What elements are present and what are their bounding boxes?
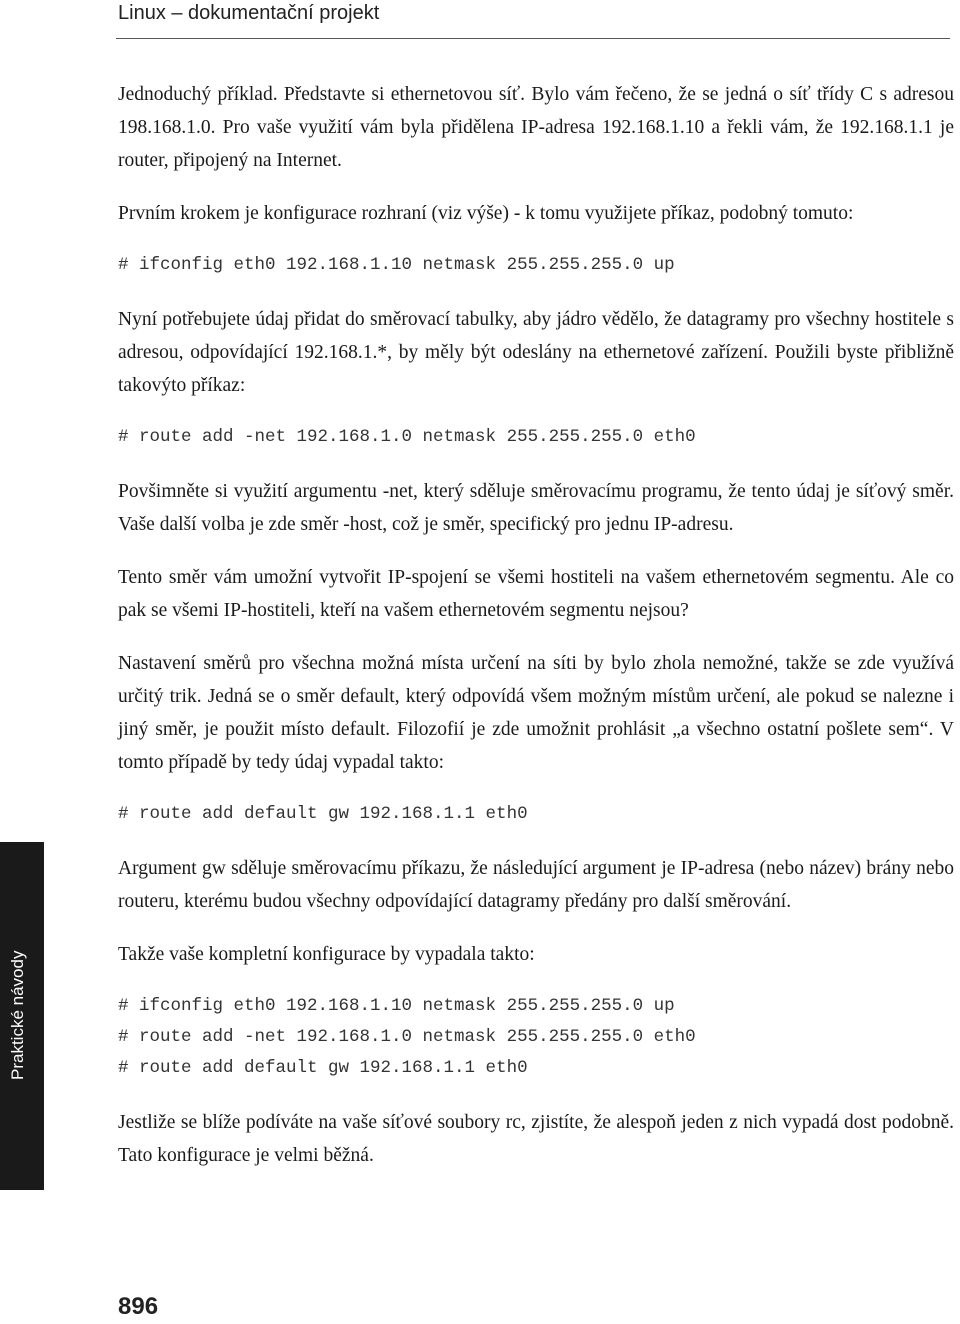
paragraph-1: Jednoduchý příklad. Představte si ethernetovou síť. Bylo vám řečeno, že se jedná o síť třídy C s adresou 198.168.1.0. Pro vaše využití vám byla přidělena IP-adresa 192.168.1.10 a řekli vám, že 192.168.1.1 je router, připojený na Internet. (118, 84, 954, 171)
paragraph-3: Nyní potřebujete údaj přidat do směrovací tabulky, aby jádro vědělo, že datagramy pro všechny hostitele s adresou, odpovídající 192.168.1.*, by měly být odeslány na ethernetové zařízení. Použili byste přibližně takovýto příkaz: (118, 309, 954, 396)
paragraph-6: Nastavení směrů pro všechna možná místa určení na síti by bylo zhola nemožné, takže se zde využívá určitý trik. Jedná se o směr default, který odpovídá všem možným místům určení, ale pokud se nalezne i jiný směr, je použit místo default. Filozofií je zde umožnit prohlásit „a všechno ostatní pošlete sem“. V tomto případě by tedy údaj vypadal takto: (118, 653, 954, 773)
paragraph-7: Argument gw sděluje směrovacímu příkazu, že následující argument je IP-adresa (nebo název) brány nebo routeru, kterému budou všechny odpovídající datagramy předány pro další směrování. (118, 858, 954, 912)
code-line: # route add -net 192.168.1.0 netmask 255.255.255.0 eth0 (118, 1027, 696, 1047)
code-route-net: # route add -net 192.168.1.0 netmask 255.255.255.0 eth0 (118, 427, 696, 447)
section-side-tab-label: Praktické návody (8, 950, 27, 1080)
page-body (118, 78, 954, 1192)
code-full-config (118, 991, 954, 1084)
code-ifconfig: # ifconfig eth0 192.168.1.10 netmask 255.255.255.0 up (118, 255, 675, 275)
header-rule (116, 38, 950, 39)
paragraph-2: Prvním krokem je konfigurace rozhraní (viz výše) - k tomu využijete příkaz, podobný tomuto: (118, 203, 854, 224)
paragraph-4: Povšimněte si využití argumentu -net, který sděluje směrovacímu programu, že tento údaj je síťový směr. Vaše další volba je zde směr -host, což je směr, specifický pro jednu IP-adresu. (118, 481, 954, 535)
paragraph-5: Tento směr vám umožní vytvořit IP-spojení se všemi hostiteli na vašem ethernetovém segmentu. Ale co pak se všemi IP-hostiteli, kteří na vašem ethernetovém segmentu nejsou? (118, 567, 954, 621)
code-line: # route add default gw 192.168.1.1 eth0 (118, 1058, 528, 1078)
page-number: 896 (118, 1293, 159, 1320)
paragraph-8: Takže vaše kompletní konfigurace by vypadala takto: (118, 944, 535, 965)
code-route-default: # route add default gw 192.168.1.1 eth0 (118, 804, 528, 824)
running-header: Linux – dokumentační projekt (118, 2, 380, 24)
paragraph-9: Jestliže se blíže podíváte na vaše síťové soubory rc, zjistíte, že alespoň jeden z nich vypadá dost podobně. Tato konfigurace je velmi běžná. (118, 1112, 954, 1166)
code-line: # ifconfig eth0 192.168.1.10 netmask 255.255.255.0 up (118, 996, 675, 1016)
